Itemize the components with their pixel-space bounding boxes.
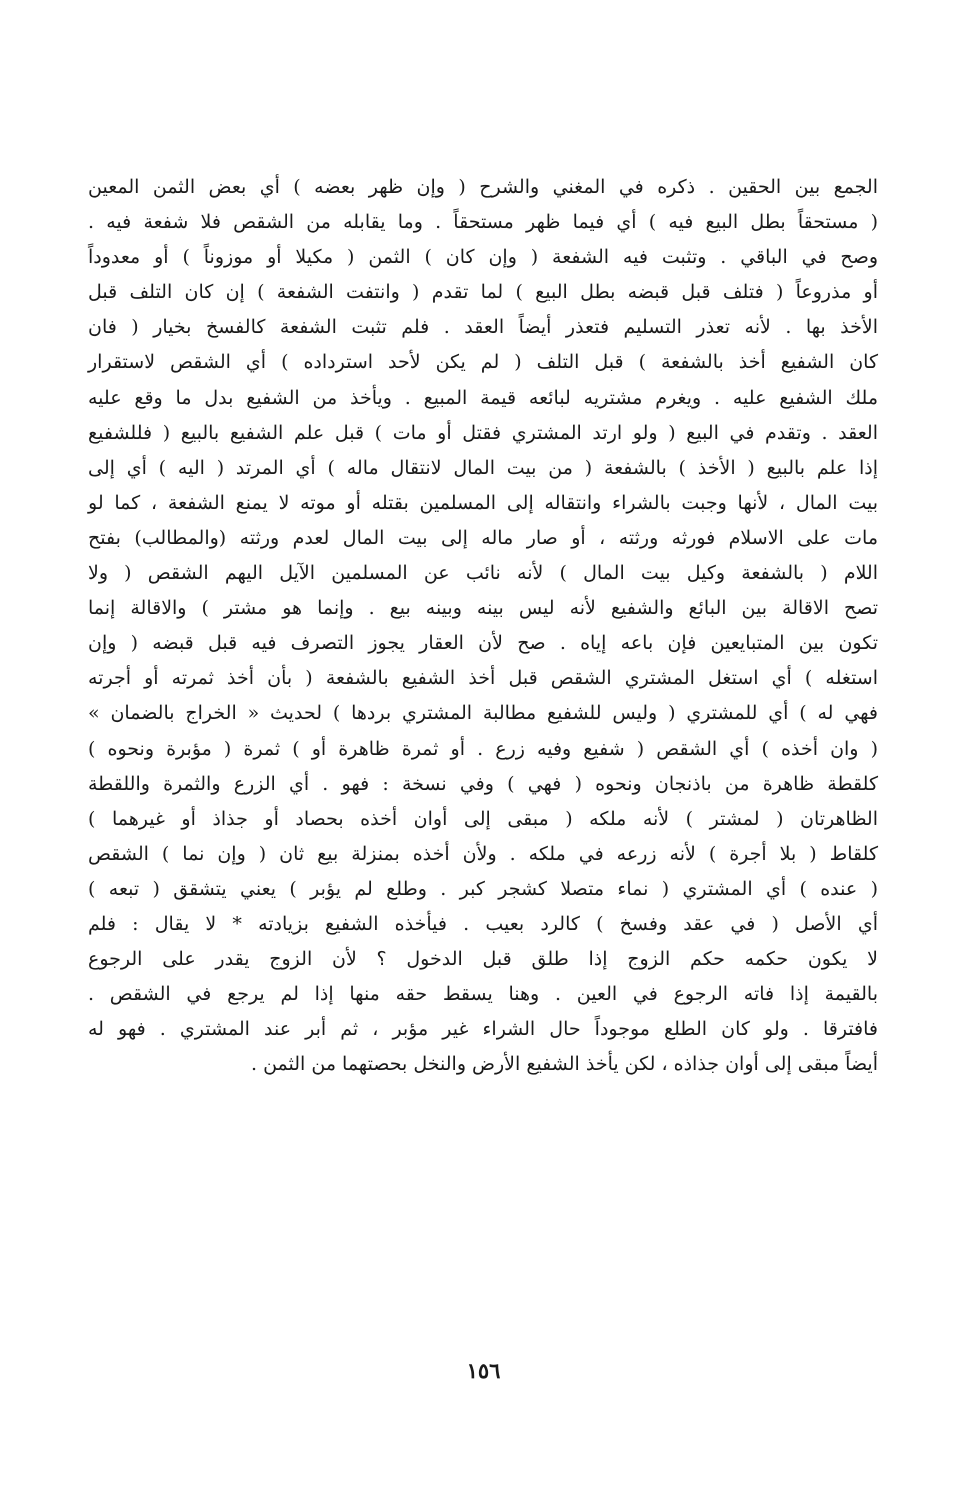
- text-line: فافترقا . ولو كان الطلع موجوداً حال الشراء غير مؤبر ، ثم أبر عند المشتري . فهو له: [88, 1018, 878, 1041]
- text-line: العقد . وتقدم في البيع ( ولو ارتد المشتري فقتل أو مات ) قبل علم الشفيع بالبيع ( فللشفيع: [88, 421, 878, 444]
- page-number: ١٥٦: [466, 1358, 501, 1383]
- text-line: كان الشفيع أخذ بالشفعة ) قبل التلف ( لم يكن لأحد استرداده ) أي الشقص لاستقرار: [88, 351, 878, 374]
- text-line: فهي له ) أي للمشتري ( وليس للشفيع مطالبة المشتري بردها ) لحديث « الخراج بالضمان »: [88, 702, 878, 725]
- text-line: بيت المال ، لأنها وجبت بالشراء وانتقاله إلى المسلمين بقتله أو موته لا يمنع الشفعة ، كما لو: [88, 491, 878, 514]
- text-line: لا يكون حكمه حكم الزوج إذا طلق قبل الدخول ؟ لأن الزوج يقدر على الرجوع: [88, 948, 878, 971]
- text-line: تكون بين المتبايعين فإن باعه إياه . صح لأن العقار يجوز التصرف فيه قبل قبضه ( وإن: [88, 632, 878, 655]
- text-line: الجمع بين الحقين . ذكره في المغني والشرح ( وإن ظهر بعضه ) أي بعض الثمن المعين: [88, 176, 878, 198]
- text-line: ( وان أخذه ) أي الشقص ( شفيع وفيه زرع . أو ثمرة ظاهرة أو ) ثمرة ( مؤبرة ونحوه ): [88, 737, 878, 760]
- text-line: مات على الاسلام فورثه ورثته ، أو صار ماله إلى بيت المال لعدم ورثته (والمطالب) بفتح: [88, 526, 878, 549]
- text-line: أو مذروعاً ( فتلف قبل قبضه بطل البيع ) لما تقدم ( وانتفت الشفعة ) إن كان التلف قبل: [88, 281, 878, 304]
- text-line: استغله ) أي استغل المشتري الشقص قبل أخذ الشفيع بالشفعة ( بأن أخذ ثمرته أو أجرته: [88, 667, 878, 690]
- text-line: وصح في الباقي . وتثبت فيه الشفعة ( وإن كان ) الثمن ( مكيلا أو موزوناً ) أو معدوداً: [88, 246, 878, 269]
- text-line: ( عنده ) أي المشتري ( نماء متصلا كشجر كبر . وطلع لم يؤبر ) يعني يتشقق ( تبعه ): [88, 877, 878, 900]
- text-line: الأخذ بها . لأنه تعذر التسليم فتعذر أيضاً العقد . فلم تثبت الشفعة كالفسخ بخيار ( فان: [88, 316, 878, 339]
- text-line: إذا علم بالبيع ( الأخذ ) بالشفعة ( من بيت المال لانتقال ماله ) أي المرتد ( اليه ) أي إلى: [88, 456, 878, 479]
- text-line: ملك الشفيع عليه . ويغرم مشتريه لبائعه قيمة المبيع . ويأخذ من الشفيع بدل ما وقع عليه: [88, 386, 878, 409]
- text-line: تصح الاقالة بين البائع والشفيع لأنه ليس بينه وبينه بيع . وإنما هو مشتر ) والاقالة إنما: [88, 597, 878, 620]
- text-line: كلقطة ظاهرة من باذنجان ونحوه ( فهي ) وفي نسخة : فهو . أي الزرع والثمرة واللقطة: [88, 772, 878, 795]
- text-line: ( مستحقاً بطل البيع فيه ) أي فيما ظهر مستحقاً . وما يقابله من الشقص فلا شفعة فيه .: [88, 211, 878, 234]
- text-line: بالقيمة إذا فاته الرجوع في العين . وهنا يسقط حقه منها إذا لم يرجع في الشقص .: [88, 983, 878, 1006]
- body-text: [88, 170, 878, 1082]
- text-line: الظاهرتان ( لمشتر ) لأنه ملكه ( مبقى إلى أوان أخذه بحصاد أو جذاذ أو غيرهما ): [88, 807, 878, 830]
- text-line: أيضاً مبقى إلى أوان جذاذه ، لكن يأخذ الشفيع الأرض والنخل بحصتهما من الثمن .: [250, 1053, 878, 1076]
- text-line: كلقاط ( بلا أجرة ) لأنه زرعه في ملكه . ولأن أخذه بمنزلة بيع ثان ( وإن نما ) الشقص: [88, 842, 878, 865]
- text-line: أي الأصل ( في عقد وفسخ ) كالرد بعيب . فيأخذه الشفيع بزيادته * لا يقال : فلم: [88, 912, 878, 935]
- text-line: اللام ( بالشفعة وكيل بيت المال ) لأنه نائب عن المسلمين الآيل اليهم الشقص ( ولا: [88, 562, 878, 585]
